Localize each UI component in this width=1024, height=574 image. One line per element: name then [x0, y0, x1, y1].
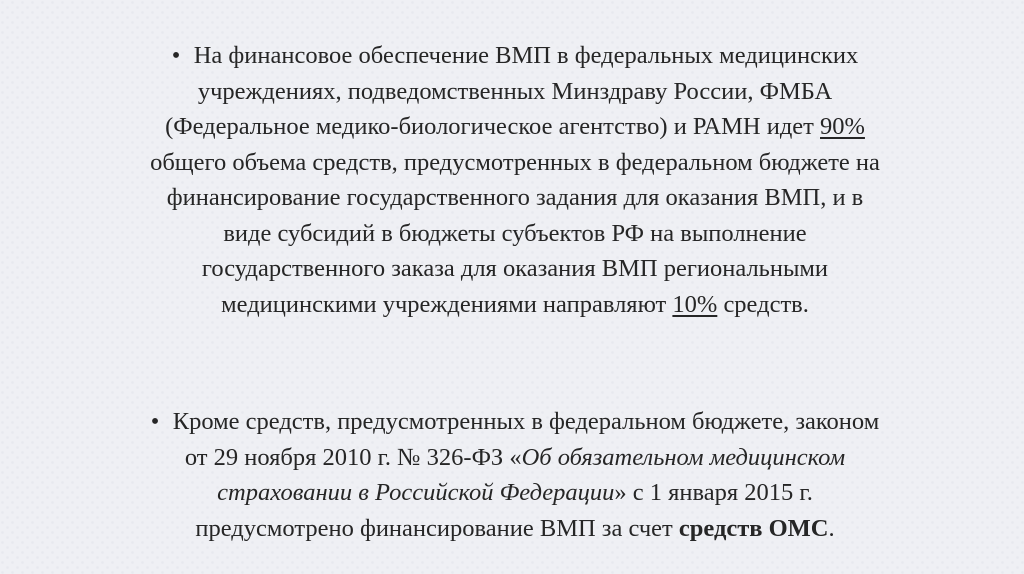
text-line — [50, 216, 980, 252]
bullet-marker: • — [171, 42, 181, 69]
underlined-percent: 10% — [672, 290, 718, 318]
text-line — [50, 404, 980, 440]
text-segment: учреждениях, подведомственных Минздраву России, ФМБА — [197, 77, 833, 105]
bold-text: средств ОМС — [678, 514, 829, 542]
italic-text: страховании в Российской Федерации — [217, 479, 615, 506]
text-segment: На финансовое обеспечение ВМП в федеральных медицинских — [193, 42, 859, 69]
bullet-funding-distribution — [50, 38, 980, 322]
text-segment: » с 1 января 2015 г. — [614, 479, 813, 506]
text-segment: от 29 ноября 2010 г. № 326-ФЗ « — [184, 443, 522, 471]
text-segment: виде субсидий в бюджеты субъектов РФ на выполнение — [223, 219, 807, 247]
text-segment: предусмотрено финансирование ВМП за счет — [195, 514, 679, 542]
text-segment: финансирование государственного задания для оказания ВМП, и в — [166, 184, 864, 211]
italic-text: Об обязательном медицинском — [521, 443, 846, 471]
text-segment: государственного заказа для оказания ВМП региональными — [201, 255, 829, 282]
text-line — [50, 475, 980, 511]
text-line — [50, 145, 980, 181]
underlined-percent: 90% — [820, 113, 865, 140]
text-line — [50, 440, 980, 476]
bullet-oms-funding — [50, 404, 980, 546]
text-line — [50, 251, 980, 287]
text-line — [50, 511, 980, 547]
bullet-marker: • — [150, 408, 160, 435]
text-line — [50, 180, 980, 216]
text-segment: медицинскими учреждениями направляют — [221, 290, 673, 318]
text-segment: общего объема средств, предусмотренных в федеральном бюджете на — [150, 148, 880, 176]
text-segment: средств. — [717, 290, 809, 318]
text-line — [50, 287, 980, 323]
text-segment: (Федеральное медико-биологическое агентство) и РАМН идет — [165, 113, 821, 140]
text-line — [50, 74, 980, 110]
text-segment: . — [828, 514, 835, 542]
text-line — [50, 38, 980, 74]
text-segment: Кроме средств, предусмотренных в федеральном бюджете, законом — [172, 408, 880, 435]
text-line — [50, 109, 980, 145]
